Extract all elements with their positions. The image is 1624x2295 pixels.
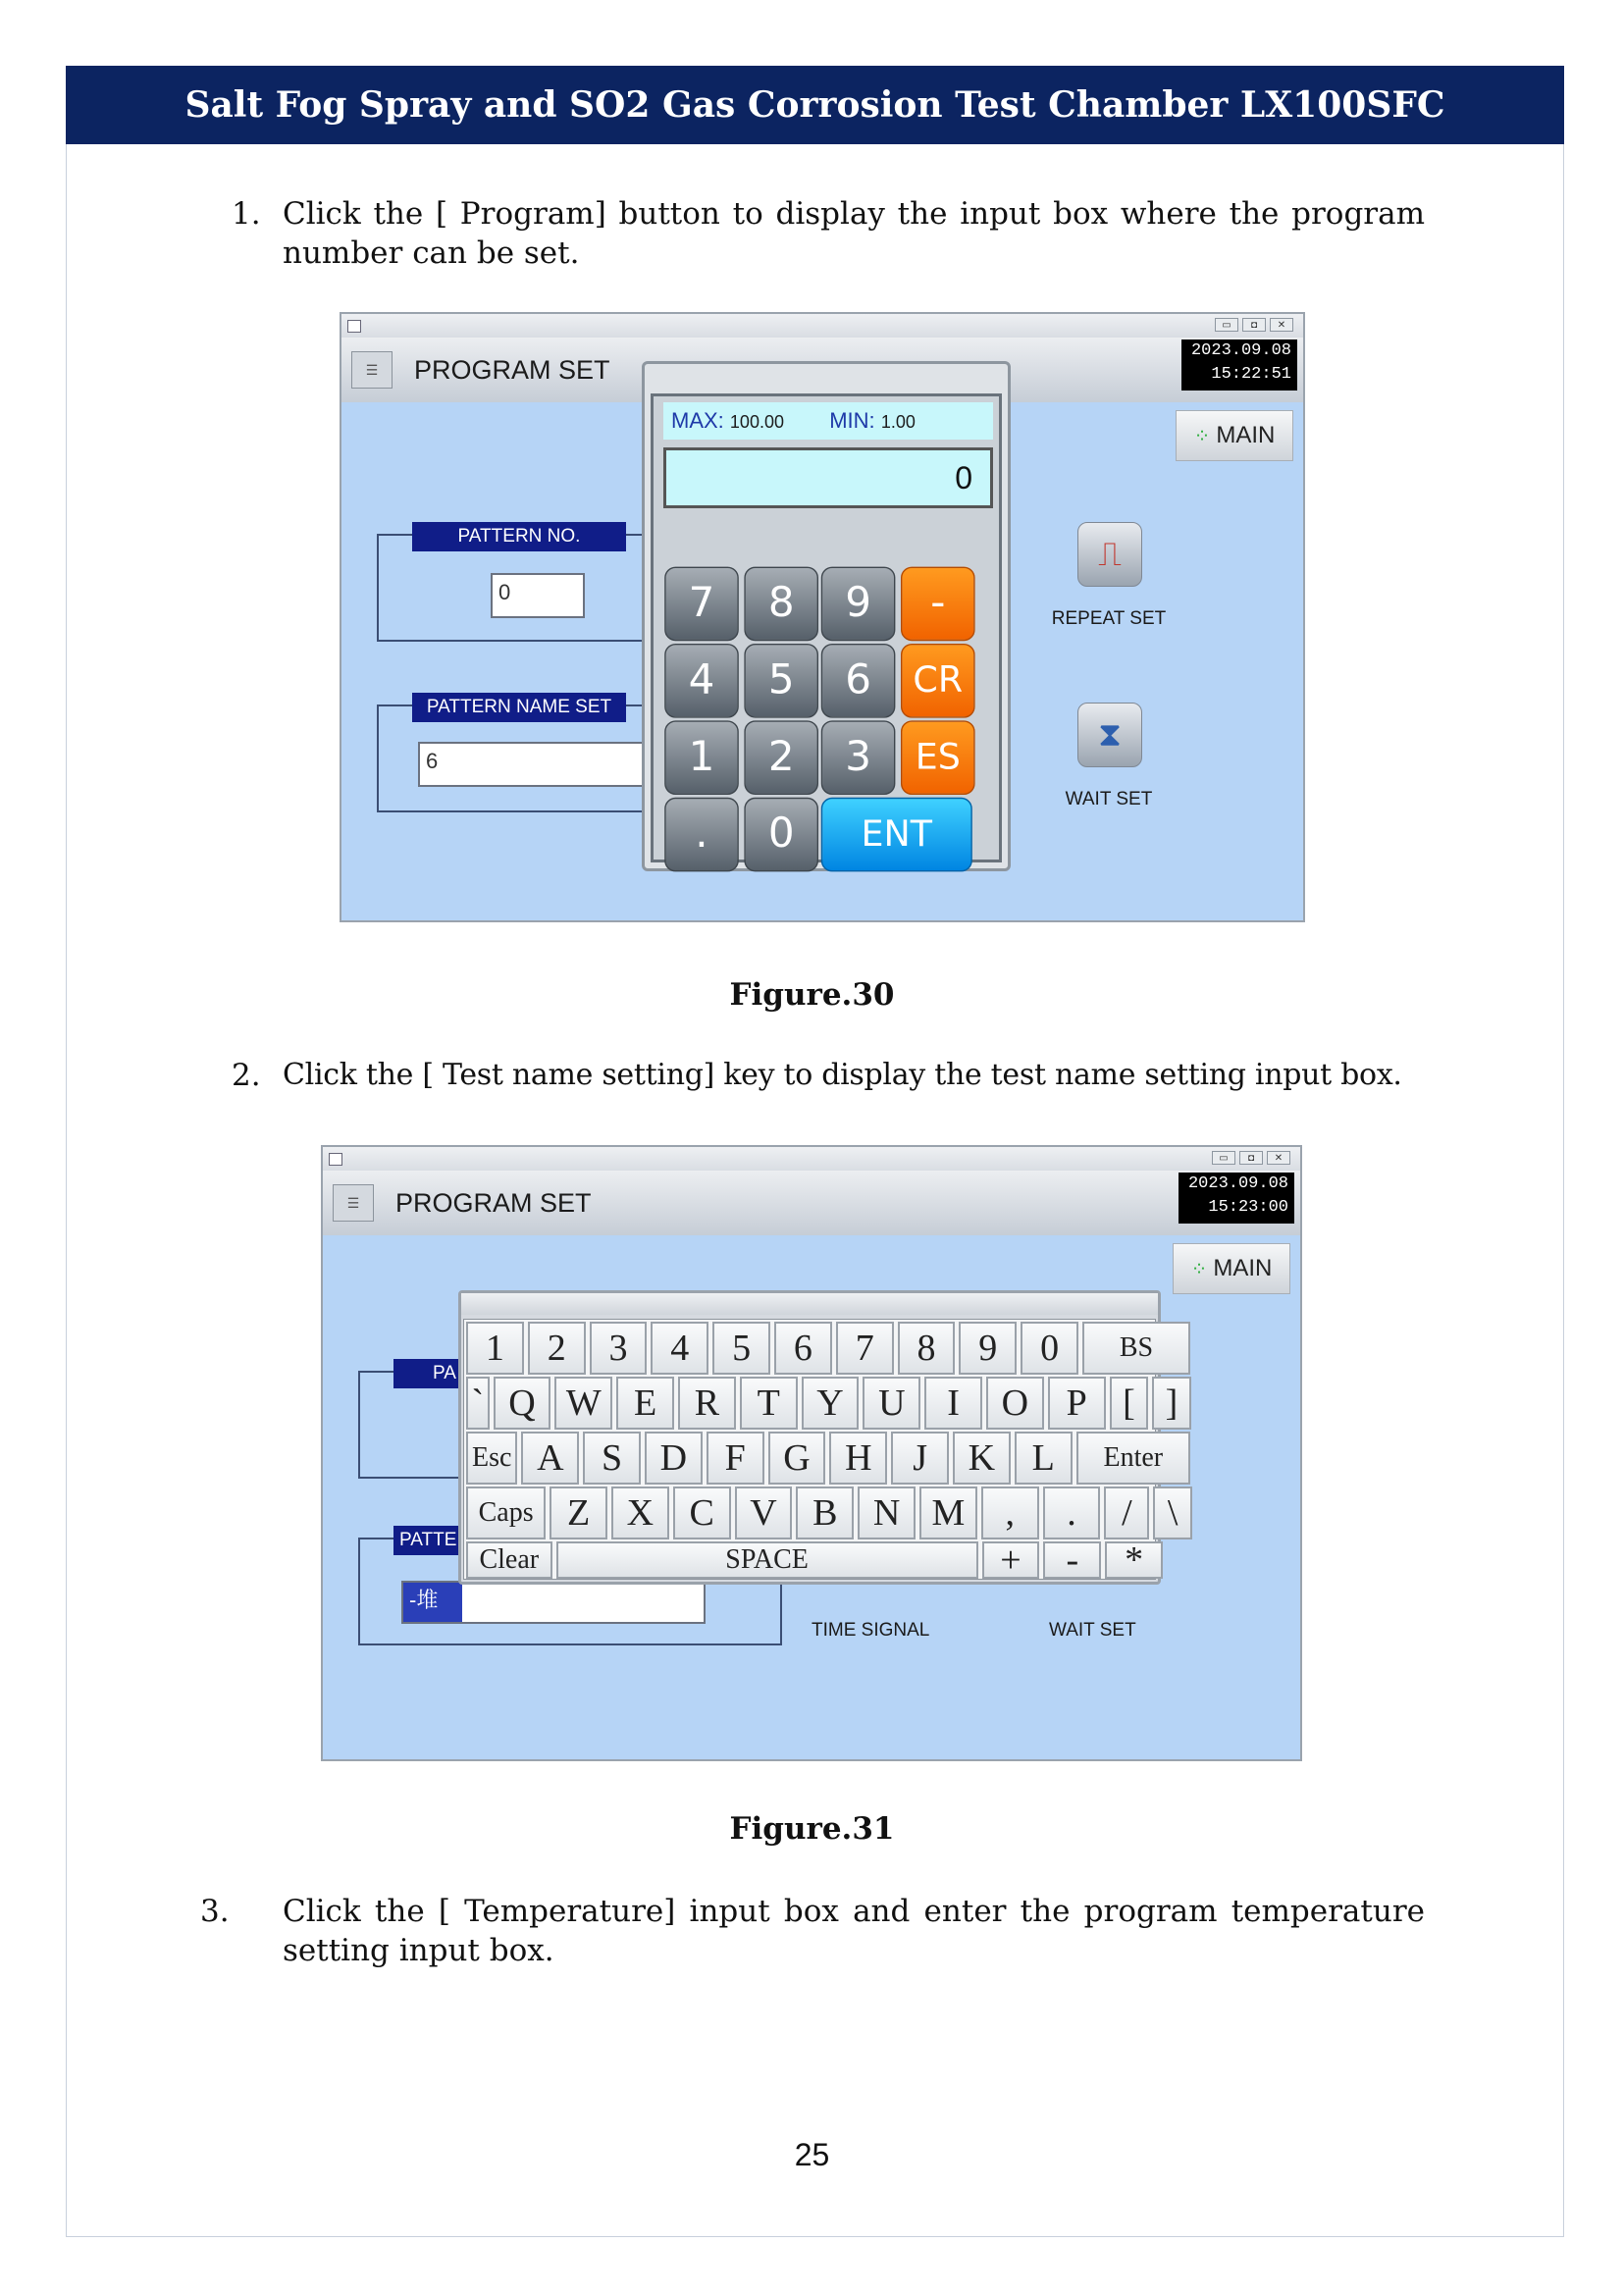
- window-titlebar: [341, 314, 1303, 339]
- keyboard-key[interactable]: ,: [981, 1487, 1039, 1539]
- keyboard-key[interactable]: 4: [651, 1322, 708, 1375]
- keyboard-key[interactable]: +: [982, 1541, 1040, 1579]
- keyboard-key[interactable]: 2: [528, 1322, 586, 1375]
- keyboard-key[interactable]: T: [740, 1377, 798, 1430]
- keyboard-key[interactable]: ]: [1152, 1377, 1191, 1430]
- close-icon[interactable]: ✕: [1267, 1151, 1290, 1165]
- keyboard-key[interactable]: Caps: [466, 1487, 546, 1539]
- window-titlebar: [323, 1147, 1300, 1172]
- keyboard-key[interactable]: 0: [1021, 1322, 1078, 1375]
- keypad-key[interactable]: ENT: [821, 798, 972, 872]
- keyboard-key[interactable]: X: [611, 1487, 669, 1539]
- keyboard-key[interactable]: K: [953, 1432, 1011, 1485]
- keyboard-key[interactable]: 9: [959, 1322, 1017, 1375]
- keyboard-key[interactable]: C: [673, 1487, 731, 1539]
- keyboard-key[interactable]: 7: [836, 1322, 894, 1375]
- keypad-key[interactable]: -: [901, 567, 975, 642]
- keypad-key[interactable]: 7: [664, 567, 739, 642]
- keyboard-key[interactable]: .: [1043, 1487, 1101, 1539]
- wait-set-label: WAIT SET: [1049, 1620, 1136, 1641]
- repeat-set-label: REPEAT SET: [1051, 608, 1167, 629]
- hourglass-icon[interactable]: ⧗: [1077, 703, 1142, 767]
- keyboard-key[interactable]: `: [466, 1377, 490, 1430]
- minimize-icon[interactable]: ▭: [1215, 318, 1238, 332]
- datetime-display: [1179, 1173, 1294, 1224]
- min-value: 1.00: [880, 412, 916, 432]
- keyboard-key[interactable]: D: [645, 1432, 703, 1485]
- pattern-name-label: PATTE: [393, 1526, 472, 1555]
- keypad-key[interactable]: .: [664, 798, 739, 872]
- screen-title: PROGRAM SET: [395, 1188, 592, 1218]
- keyboard-key[interactable]: \: [1153, 1487, 1192, 1539]
- main-button[interactable]: [1173, 1243, 1290, 1294]
- step-text: Click the [ Temperature] input box and enter the program temperature setting input box.: [283, 1894, 1425, 1968]
- pattern-no-input[interactable]: 0: [491, 573, 585, 618]
- keypad-key[interactable]: 1: [664, 720, 739, 795]
- keypad-key[interactable]: 3: [821, 720, 896, 795]
- max-value: 100.00: [729, 412, 784, 432]
- step-text: Click the [ Program] button to display the input box where the program number can be set.: [283, 196, 1425, 271]
- main-grid-icon: ⁘: [1193, 426, 1211, 447]
- keyboard-key[interactable]: BS: [1082, 1322, 1190, 1375]
- minimize-icon[interactable]: ▭: [1212, 1151, 1235, 1165]
- keyboard-body: [463, 1319, 1179, 1581]
- keypad-key[interactable]: 9: [821, 567, 896, 642]
- keypad-key[interactable]: 4: [664, 644, 739, 718]
- keyboard-key[interactable]: Z: [550, 1487, 607, 1539]
- step-number: 3.: [200, 1894, 230, 1929]
- wait-set-label: WAIT SET: [1065, 789, 1153, 809]
- keypad-key[interactable]: 0: [744, 798, 818, 872]
- keyboard-key[interactable]: H: [829, 1432, 887, 1485]
- date-text: 2023.09.08: [1187, 1174, 1288, 1193]
- keyboard-key[interactable]: Enter: [1076, 1432, 1190, 1485]
- document-title: Salt Fog Spray and SO2 Gas Corrosion Test Chamber LX100SFC: [184, 84, 1445, 126]
- keypad-key[interactable]: 2: [744, 720, 818, 795]
- keyboard-key[interactable]: *: [1105, 1541, 1163, 1579]
- window-system-icon: [329, 1153, 342, 1166]
- keyboard-key[interactable]: I: [924, 1377, 982, 1430]
- keyboard-key[interactable]: S: [583, 1432, 641, 1485]
- step-1: [232, 194, 1425, 283]
- keyboard-key[interactable]: 3: [590, 1322, 648, 1375]
- keyboard-key[interactable]: Clear: [466, 1541, 552, 1579]
- max-label: MAX:: [671, 408, 724, 433]
- keyboard-key[interactable]: W: [554, 1377, 612, 1430]
- keyboard-key[interactable]: 6: [774, 1322, 832, 1375]
- keyboard-key[interactable]: R: [678, 1377, 736, 1430]
- keyboard-key[interactable]: 1: [466, 1322, 524, 1375]
- pattern-name-input[interactable]: 6: [418, 742, 654, 787]
- keypad-key[interactable]: 6: [821, 644, 896, 718]
- close-icon[interactable]: ✕: [1270, 318, 1293, 332]
- main-button-label: MAIN: [1216, 422, 1276, 448]
- main-button[interactable]: [1176, 410, 1293, 461]
- keyboard-key[interactable]: SPACE: [556, 1541, 978, 1579]
- keyboard-key[interactable]: U: [863, 1377, 920, 1430]
- keyboard-titlebar: [461, 1293, 1158, 1315]
- page-number: 25: [794, 2137, 830, 2172]
- program-set-icon: ☰: [351, 351, 393, 389]
- datetime-display: [1181, 339, 1297, 391]
- main-button-label: MAIN: [1213, 1255, 1273, 1281]
- time-text: 15:22:51: [1211, 365, 1291, 384]
- keyboard-key[interactable]: A: [521, 1432, 579, 1485]
- keyboard-key[interactable]: [: [1110, 1377, 1149, 1430]
- figure30-caption: Figure.30: [729, 977, 895, 1013]
- maximize-icon[interactable]: ◘: [1242, 318, 1266, 332]
- keypad-body: [651, 393, 1002, 862]
- repeat-set-icon[interactable]: ⎍: [1077, 522, 1142, 587]
- step-text: Click the [ Test name setting] key to display the test name setting input box.: [283, 1058, 1402, 1092]
- keyboard-key[interactable]: /: [1104, 1487, 1149, 1539]
- keyboard-key[interactable]: L: [1015, 1432, 1073, 1485]
- pattern-no-label: PA: [393, 1359, 472, 1388]
- keyboard-key[interactable]: -: [1043, 1541, 1101, 1579]
- keyboard-key[interactable]: G: [768, 1432, 826, 1485]
- main-grid-icon: ⁘: [1190, 1259, 1208, 1280]
- keyboard-key[interactable]: J: [891, 1432, 949, 1485]
- keypad-key[interactable]: 8: [744, 567, 818, 642]
- time-signal-label: TIME SIGNAL: [812, 1620, 930, 1641]
- keyboard-key[interactable]: E: [616, 1377, 674, 1430]
- keypad-display: 0: [663, 447, 993, 508]
- keyboard-key[interactable]: F: [707, 1432, 764, 1485]
- min-label: MIN:: [829, 408, 875, 433]
- onscreen-keyboard: [458, 1290, 1179, 1585]
- maximize-icon[interactable]: ◘: [1239, 1151, 1263, 1165]
- keyboard-key[interactable]: N: [858, 1487, 916, 1539]
- keyboard-key[interactable]: P: [1048, 1377, 1106, 1430]
- keyboard-key[interactable]: 5: [712, 1322, 770, 1375]
- window-system-icon: [347, 320, 361, 333]
- numeric-keypad: [642, 361, 1011, 871]
- keyboard-key[interactable]: B: [796, 1487, 854, 1539]
- keypad-key[interactable]: 5: [744, 644, 818, 718]
- keyboard-key[interactable]: O: [986, 1377, 1044, 1430]
- step-3: [200, 1892, 1425, 1980]
- keypad-key[interactable]: ES: [901, 720, 975, 795]
- pattern-name-input[interactable]: -堆: [401, 1581, 706, 1624]
- keyboard-key[interactable]: V: [735, 1487, 793, 1539]
- figure31-screenshot: [321, 1145, 1302, 1761]
- step-number: 1.: [232, 196, 261, 232]
- keypad-keys: [654, 396, 983, 863]
- program-set-icon: ☰: [333, 1184, 374, 1222]
- figure31-caption: Figure.31: [729, 1811, 895, 1847]
- keyboard-key[interactable]: Y: [802, 1377, 860, 1430]
- date-text: 2023.09.08: [1190, 341, 1291, 360]
- keyboard-key[interactable]: Esc: [466, 1432, 517, 1485]
- step-number: 2.: [232, 1058, 261, 1093]
- document-header: [66, 66, 1564, 144]
- keypad-key[interactable]: CR: [901, 644, 975, 718]
- pattern-name-label: PATTERN NAME SET: [412, 693, 626, 722]
- keyboard-key[interactable]: M: [919, 1487, 977, 1539]
- step-2: [232, 1056, 1425, 1099]
- time-text: 15:23:00: [1208, 1198, 1288, 1217]
- figure30-screenshot: [340, 312, 1305, 922]
- keyboard-key[interactable]: 8: [898, 1322, 956, 1375]
- screen-title: PROGRAM SET: [414, 355, 610, 385]
- keyboard-key[interactable]: Q: [494, 1377, 551, 1430]
- screen-header: [323, 1171, 1300, 1235]
- pattern-no-label: PATTERN NO.: [412, 522, 626, 551]
